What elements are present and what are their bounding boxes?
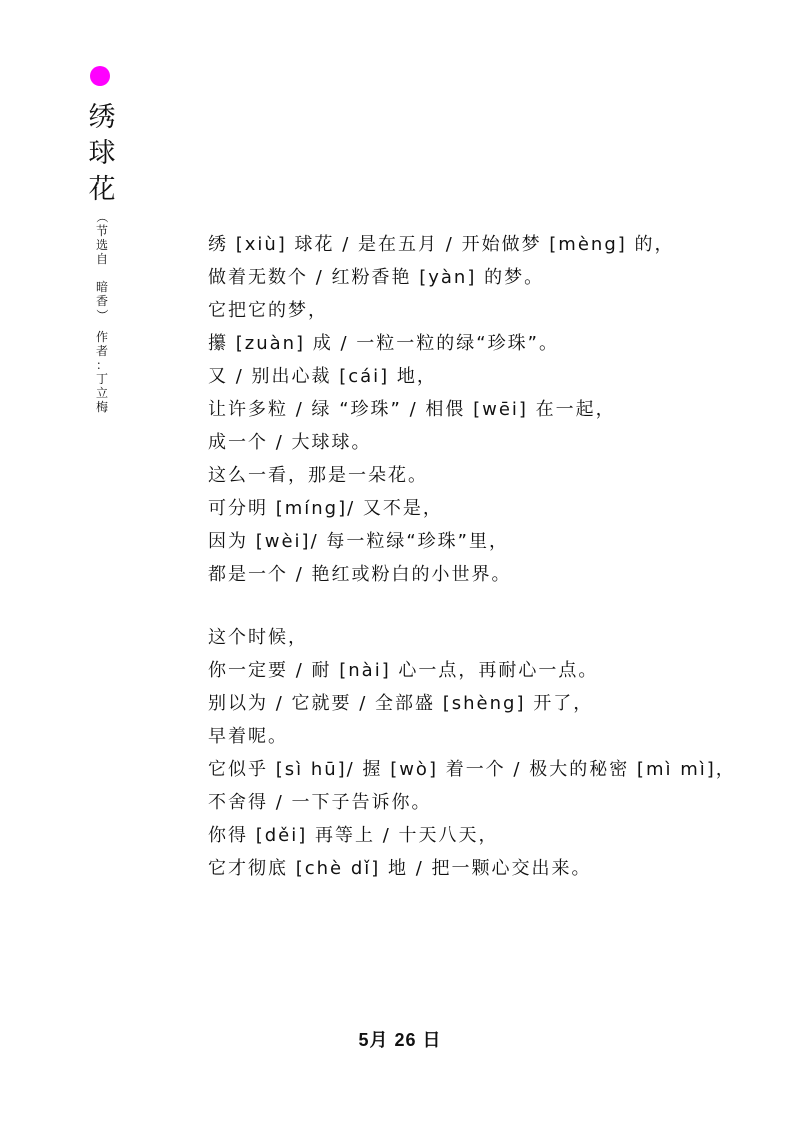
title-char: 绣 <box>88 102 116 133</box>
poem-line: 都是一个 / 艳红或粉白的小世界。 <box>208 564 512 585</box>
poem-line: 你得 [děi] 再等上 / 十天八天， <box>208 825 499 846</box>
poem-line: 成一个 / 大球球。 <box>208 432 372 453</box>
subtitle-char <box>96 308 108 322</box>
subtitle-char: 自 <box>95 252 108 266</box>
accent-dot <box>90 66 110 86</box>
poem-line: 这么一看，那是一朵花。 <box>208 465 428 486</box>
poem-line: 绣 [xiù] 球花 / 是在五月 / 开始做梦 [mèng] 的， <box>208 234 675 255</box>
subtitle-char: 暗 <box>95 280 108 294</box>
poem-line: 做着无数个 / 红粉香艳 [yàn] 的梦。 <box>208 267 545 288</box>
title-char: 球 <box>88 138 116 169</box>
vertical-subtitle <box>91 210 113 414</box>
footer-date: 5月 26 日 <box>358 1030 442 1050</box>
poem-line: 早着呢。 <box>208 726 288 747</box>
author-char: 者 <box>95 344 108 358</box>
poem-line: 攥 [zuàn] 成 / 一粒一粒的绿“珍珠”。 <box>208 333 559 354</box>
poem-line: 又 / 别出心裁 [cái] 地， <box>208 366 437 387</box>
subtitle-char: 节 <box>95 224 108 238</box>
author-char: ： <box>95 358 108 372</box>
subtitle-char <box>96 210 108 224</box>
poem-body <box>208 228 736 885</box>
poem-stanza <box>208 621 736 885</box>
poem-line: 它把它的梦， <box>208 300 328 321</box>
author-char: 丁 <box>95 372 108 386</box>
poem-line: 它似乎 [sì hū]/ 握 [wò] 着一个 / 极大的秘密 [mì mì]， <box>208 759 736 780</box>
poem-line: 可分明 [míng]/ 又不是， <box>208 498 443 519</box>
title-char: 花 <box>88 174 116 205</box>
poem-line: 因为 [wèi]/ 每一粒绿“珍珠”里， <box>208 531 509 552</box>
poem-line: 这个时候， <box>208 627 308 648</box>
paren-glyph: （ <box>94 210 109 224</box>
poem-stanza <box>208 228 688 591</box>
author-char: 立 <box>95 386 108 400</box>
vertical-title <box>84 100 120 208</box>
poem-line: 它才彻底 [chè dǐ] 地 / 把一颗心交出来。 <box>208 858 592 879</box>
author-char: 梅 <box>95 400 108 414</box>
paren-glyph: ） <box>94 308 109 322</box>
subtitle-char: 选 <box>95 238 108 252</box>
poem-line: 让许多粒 / 绿 “珍珠” / 相偎 [wēi] 在一起， <box>208 399 616 420</box>
poem-line: 不舍得 / 一下子告诉你。 <box>208 792 432 813</box>
poem-line: 你一定要 / 耐 [nài] 心一点，再耐心一点。 <box>208 660 599 681</box>
subtitle-char: 香 <box>95 294 108 308</box>
author-char: 作 <box>95 330 108 344</box>
poem-line: 别以为 / 它就要 / 全部盛 [shèng] 开了， <box>208 693 594 714</box>
